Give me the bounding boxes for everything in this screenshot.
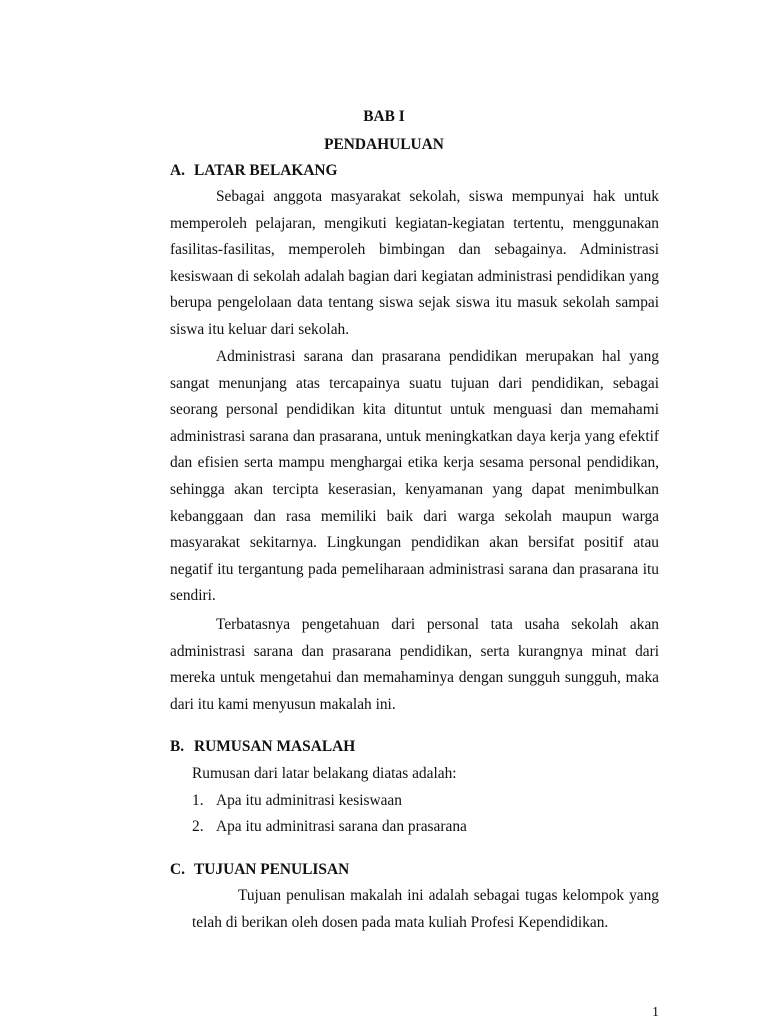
section-a-title: LATAR BELAKANG xyxy=(194,162,338,179)
list-item xyxy=(192,818,467,836)
chapter-title: PENDAHULUAN xyxy=(324,136,444,153)
section-a-paragraph-2: Administrasi sarana dan prasarana pendidikan merupakan hal yang sangat menunjang atas tercapainya suatu tujuan dari pendidikan, sebagai seorang personal pendidikan kita dituntut untuk menguasi dan memahami administrasi sarana dan prasarana, untuk meningkatkan daya kerja yang efektif dan efisien serta mampu menghargai etika kerja sesama personal pendidikan, sehingga akan tercipta keserasian, kenyamanan yang dapat menimbulkan kebanggaan dan rasa memiliki baik dari warga sekolah maupun warga masyarakat sekitarnya. Lingkungan pendidikan akan bersifat positif atau negatif itu tergantung pada pemeliharaan administrasi sarana dan prasarana itu sendiri. xyxy=(170,348,659,605)
list-item-text: Apa itu adminitrasi sarana dan prasarana xyxy=(216,818,467,835)
list-item-number: 1. xyxy=(192,792,204,809)
section-a-paragraph-3: Terbatasnya pengetahuan dari personal tata usaha sekolah akan administrasi sarana dan prasarana pendidikan, serta kurangnya minat dari mereka untuk mengetahui dan memahaminya dengan sungguh sungguh, maka dari itu kami menyusun makalah ini. xyxy=(170,616,659,713)
page-number: 1 xyxy=(652,1005,659,1020)
list-item-number: 2. xyxy=(192,818,204,835)
section-c-title: TUJUAN PENULISAN xyxy=(194,861,350,878)
section-a-heading xyxy=(170,162,338,180)
section-b-intro: Rumusan dari latar belakang diatas adalah: xyxy=(192,765,457,782)
list-item xyxy=(192,792,402,810)
section-c-number: C. xyxy=(170,861,185,878)
section-c-paragraph: Tujuan penulisan makalah ini adalah sebagai tugas kelompok yang telah di berikan oleh dosen pada mata kuliah Profesi Kependidikan. xyxy=(192,887,659,931)
section-b-heading xyxy=(170,738,355,756)
section-b-number: B. xyxy=(170,738,185,755)
chapter-label: BAB I xyxy=(363,108,405,125)
section-b-title: RUMUSAN MASALAH xyxy=(194,738,356,755)
section-a-paragraph-1: Sebagai anggota masyarakat sekolah, siswa mempunyai hak untuk memperoleh pelajaran, mengikuti kegiatan-kegiatan tertentu, menggunakan fasilitas-fasilitas, memperoleh bimbingan dan sebagainya. Administrasi kesiswaan di sekolah adalah bagian dari kegiatan administrasi pendidikan yang berupa pengelolaan data tentang siswa sejak siswa itu masuk sekolah sampai siswa itu keluar dari sekolah. xyxy=(170,188,659,338)
section-c-heading xyxy=(170,861,349,879)
section-a-number: A. xyxy=(170,162,185,179)
list-item-text: Apa itu adminitrasi kesiswaan xyxy=(216,792,402,809)
